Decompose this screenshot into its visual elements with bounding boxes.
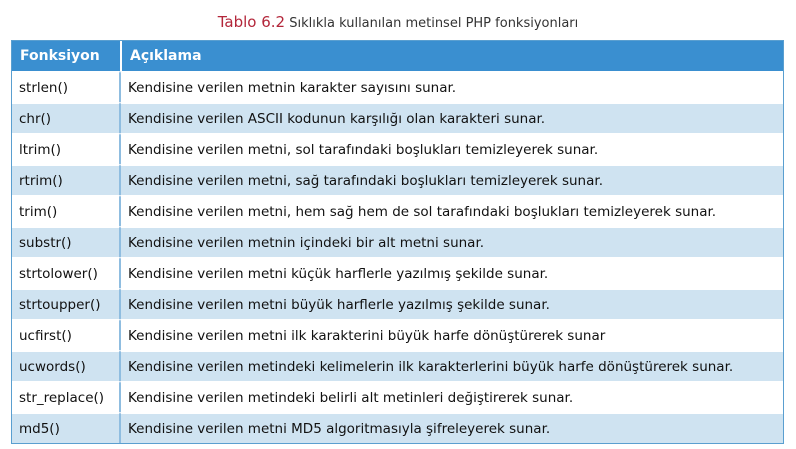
function-description: Kendisine verilen metnin karakter sayısını sunar. — [120, 71, 783, 102]
function-description: Kendisine verilen metnin içindeki bir alt metni sunar. — [120, 226, 783, 257]
function-description: Kendisine verilen metni ilk karakterini büyük harfe dönüştürerek sunar — [120, 319, 783, 350]
table-row — [12, 257, 783, 288]
table-row — [12, 412, 783, 443]
function-description: Kendisine verilen metni küçük harflerle yazılmış şekilde sunar. — [120, 257, 783, 288]
caption-number: Tablo 6.2 — [217, 13, 286, 31]
function-name: rtrim() — [12, 164, 120, 195]
function-name: strlen() — [12, 71, 120, 102]
header-description: Açıklama — [120, 41, 783, 71]
table-row — [12, 71, 783, 102]
function-name: strtoupper() — [12, 288, 120, 319]
function-name: ucfirst() — [12, 319, 120, 350]
function-description: Kendisine verilen ASCII kodunun karşılığı olan karakteri sunar. — [120, 102, 783, 133]
function-name: strtolower() — [12, 257, 120, 288]
table-header-row — [12, 41, 783, 71]
header-function: Fonksiyon — [12, 41, 120, 71]
table-row — [12, 381, 783, 412]
function-description: Kendisine verilen metni büyük harflerle yazılmış şekilde sunar. — [120, 288, 783, 319]
table-row — [12, 164, 783, 195]
functions-table — [11, 40, 784, 444]
table-row — [12, 319, 783, 350]
table-caption — [0, 12, 796, 34]
function-name: ltrim() — [12, 133, 120, 164]
function-description: Kendisine verilen metni, sağ tarafındaki boşlukları temizleyerek sunar. — [120, 164, 783, 195]
function-name: trim() — [12, 195, 120, 226]
function-description: Kendisine verilen metindeki kelimelerin ilk karakterlerini büyük harfe dönüştürerek sunar. — [120, 350, 783, 381]
table-row — [12, 133, 783, 164]
table-row — [12, 226, 783, 257]
function-name: ucwords() — [12, 350, 120, 381]
function-name: md5() — [12, 412, 120, 443]
function-name: str_replace() — [12, 381, 120, 412]
function-description: Kendisine verilen metindeki belirli alt metinleri değiştirerek sunar. — [120, 381, 783, 412]
table-row — [12, 350, 783, 381]
table-row — [12, 288, 783, 319]
table-row — [12, 102, 783, 133]
function-description: Kendisine verilen metni, hem sağ hem de sol tarafındaki boşlukları temizleyerek sunar. — [120, 195, 783, 226]
caption-text: Sıklıkla kullanılan metinsel PHP fonksiyonları — [289, 16, 579, 31]
table-row — [12, 195, 783, 226]
function-name: chr() — [12, 102, 120, 133]
function-description: Kendisine verilen metni, sol tarafındaki boşlukları temizleyerek sunar. — [120, 133, 783, 164]
function-name: substr() — [12, 226, 120, 257]
function-description: Kendisine verilen metni MD5 algoritmasıyla şifreleyerek sunar. — [120, 412, 783, 443]
